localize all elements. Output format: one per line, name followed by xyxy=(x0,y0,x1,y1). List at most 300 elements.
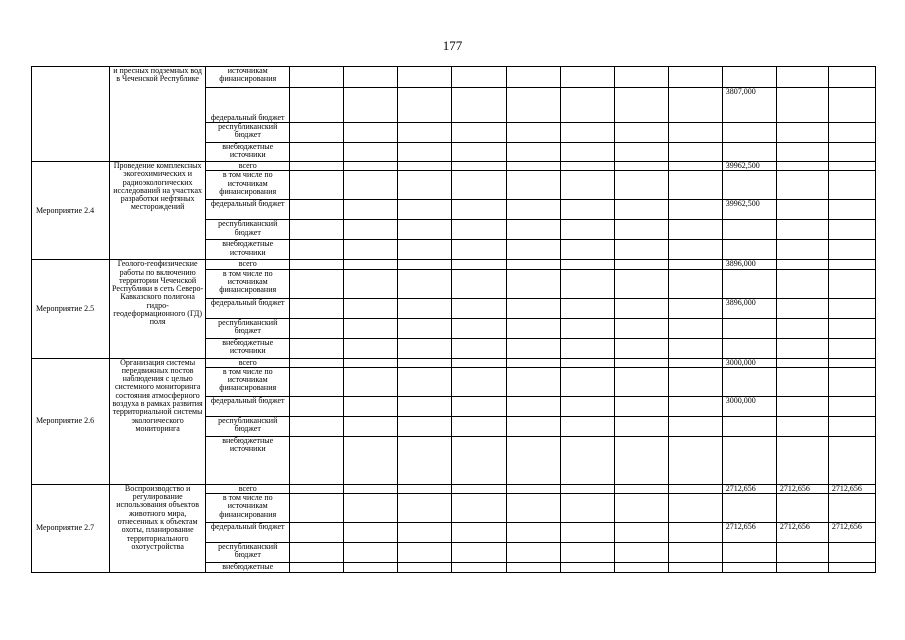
value-cell xyxy=(828,338,875,358)
value-cell: 39962,500 xyxy=(722,162,776,171)
value-cell xyxy=(344,416,398,436)
value-cell xyxy=(776,171,828,200)
value-cell xyxy=(614,484,668,493)
value-cell xyxy=(828,269,875,298)
funding-source-cell: всего xyxy=(206,162,290,171)
value-cell xyxy=(776,298,828,318)
value-cell xyxy=(452,298,506,318)
value-cell xyxy=(828,220,875,240)
value-cell xyxy=(398,240,452,260)
funding-source-cell: федеральный бюджет xyxy=(206,298,290,318)
value-cell xyxy=(452,494,506,523)
value-cell xyxy=(344,338,398,358)
value-cell: 2712,656 xyxy=(828,523,875,543)
value-cell xyxy=(722,543,776,563)
value-cell xyxy=(344,88,398,123)
value-cell xyxy=(290,200,344,220)
measure-description: Проведение комплексных экогеохимических и радиоэкологических исследований на участках разработки нефтяных месторождений xyxy=(110,162,206,260)
value-cell xyxy=(506,338,560,358)
value-cell xyxy=(722,240,776,260)
value-cell xyxy=(828,143,875,162)
value-cell xyxy=(452,171,506,200)
value-cell xyxy=(398,396,452,416)
value-cell xyxy=(398,88,452,123)
value-cell xyxy=(614,143,668,162)
value-cell: 39962,500 xyxy=(722,200,776,220)
value-cell xyxy=(398,200,452,220)
funding-source-cell: федеральный бюджет xyxy=(206,396,290,416)
value-cell xyxy=(828,436,875,484)
value-cell xyxy=(828,298,875,318)
value-cell xyxy=(668,318,722,338)
value-cell xyxy=(614,436,668,484)
value-cell xyxy=(560,318,614,338)
funding-source-cell: республиканский бюджет xyxy=(206,416,290,436)
funding-source-cell: в том числе по источникам финансирования xyxy=(206,171,290,200)
value-cell xyxy=(614,494,668,523)
value-cell xyxy=(452,416,506,436)
value-cell xyxy=(668,543,722,563)
value-cell xyxy=(452,543,506,563)
value-cell xyxy=(614,162,668,171)
value-cell xyxy=(290,396,344,416)
value-cell xyxy=(614,260,668,269)
value-cell xyxy=(344,171,398,200)
value-cell xyxy=(506,436,560,484)
value-cell xyxy=(290,494,344,523)
value-cell xyxy=(614,543,668,563)
value-cell xyxy=(614,67,668,88)
measure-label: Мероприятие 2.6 xyxy=(32,358,110,484)
value-cell xyxy=(290,143,344,162)
value-cell xyxy=(344,260,398,269)
value-cell xyxy=(614,396,668,416)
value-cell xyxy=(722,563,776,573)
value-cell xyxy=(560,338,614,358)
value-cell xyxy=(506,220,560,240)
value-cell xyxy=(776,367,828,396)
value-cell: 2712,656 xyxy=(776,523,828,543)
value-cell xyxy=(344,484,398,493)
value-cell xyxy=(668,494,722,523)
value-cell xyxy=(506,269,560,298)
value-cell xyxy=(344,367,398,396)
value-cell xyxy=(722,318,776,338)
funding-source-cell: источникам финансирования xyxy=(206,67,290,88)
value-cell xyxy=(722,143,776,162)
measure-label xyxy=(32,67,110,162)
value-cell xyxy=(776,338,828,358)
table-row xyxy=(32,358,876,367)
value-cell xyxy=(560,543,614,563)
value-cell xyxy=(722,67,776,88)
value-cell xyxy=(506,484,560,493)
value-cell xyxy=(776,162,828,171)
value-cell xyxy=(614,200,668,220)
funding-source-cell: всего xyxy=(206,484,290,493)
value-cell xyxy=(506,123,560,143)
value-cell xyxy=(722,494,776,523)
value-cell xyxy=(828,367,875,396)
value-cell xyxy=(828,416,875,436)
value-cell xyxy=(828,494,875,523)
value-cell xyxy=(344,298,398,318)
value-cell xyxy=(614,563,668,573)
value-cell xyxy=(668,416,722,436)
value-cell xyxy=(614,123,668,143)
value-cell xyxy=(668,88,722,123)
value-cell xyxy=(668,358,722,367)
value-cell xyxy=(828,260,875,269)
value-cell xyxy=(344,358,398,367)
value-cell xyxy=(668,123,722,143)
page-number: 177 xyxy=(442,38,463,53)
value-cell: 2712,656 xyxy=(776,484,828,493)
value-cell xyxy=(452,358,506,367)
value-cell xyxy=(560,67,614,88)
value-cell xyxy=(290,367,344,396)
value-cell xyxy=(344,523,398,543)
value-cell xyxy=(828,67,875,88)
value-cell xyxy=(452,88,506,123)
value-cell xyxy=(668,260,722,269)
value-cell xyxy=(668,171,722,200)
value-cell xyxy=(290,318,344,338)
funding-source-cell: всего xyxy=(206,358,290,367)
value-cell xyxy=(398,123,452,143)
value-cell: 3807,000 xyxy=(722,88,776,123)
value-cell xyxy=(506,416,560,436)
value-cell xyxy=(614,240,668,260)
value-cell xyxy=(290,523,344,543)
measure-description: Организация системы передвижных постов наблюдения с целью системного мониторинга состояния атмосферного воздуха в рамках развития территориальной системы экологического мониторинга xyxy=(110,358,206,484)
value-cell xyxy=(452,563,506,573)
value-cell xyxy=(828,171,875,200)
value-cell: 2712,656 xyxy=(722,523,776,543)
value-cell xyxy=(668,240,722,260)
value-cell xyxy=(344,543,398,563)
value-cell xyxy=(398,338,452,358)
value-cell xyxy=(398,220,452,240)
funding-source-cell: внебюджетные источники xyxy=(206,240,290,260)
value-cell xyxy=(828,318,875,338)
table-row xyxy=(32,484,876,493)
funding-source-cell: всего xyxy=(206,260,290,269)
value-cell xyxy=(668,298,722,318)
value-cell xyxy=(452,367,506,396)
value-cell xyxy=(452,338,506,358)
funding-source-cell: в том числе по источникам финансирования xyxy=(206,367,290,396)
value-cell xyxy=(722,123,776,143)
measure-description: Геолого-геофизические работы по включению территории Чеченской Республики в сеть Северо-Кавказского полигона гидро-геодеформационного (ГД) поля xyxy=(110,260,206,358)
value-cell: 3000,000 xyxy=(722,396,776,416)
value-cell xyxy=(290,240,344,260)
value-cell xyxy=(452,200,506,220)
value-cell xyxy=(560,367,614,396)
value-cell xyxy=(506,240,560,260)
table-row xyxy=(32,67,876,88)
value-cell xyxy=(722,436,776,484)
value-cell xyxy=(560,269,614,298)
value-cell xyxy=(828,240,875,260)
value-cell xyxy=(828,88,875,123)
value-cell xyxy=(452,240,506,260)
value-cell xyxy=(290,338,344,358)
value-cell xyxy=(560,200,614,220)
value-cell xyxy=(452,220,506,240)
value-cell xyxy=(506,396,560,416)
value-cell xyxy=(668,484,722,493)
value-cell xyxy=(560,494,614,523)
value-cell xyxy=(560,260,614,269)
value-cell xyxy=(828,396,875,416)
value-cell xyxy=(506,162,560,171)
value-cell xyxy=(290,162,344,171)
value-cell xyxy=(668,436,722,484)
value-cell xyxy=(776,240,828,260)
value-cell xyxy=(290,484,344,493)
value-cell: 3000,000 xyxy=(722,358,776,367)
value-cell xyxy=(452,123,506,143)
value-cell xyxy=(398,416,452,436)
funding-source-cell: внебюджетные xyxy=(206,563,290,573)
value-cell xyxy=(506,494,560,523)
value-cell xyxy=(776,358,828,367)
value-cell xyxy=(722,338,776,358)
value-cell xyxy=(452,67,506,88)
value-cell xyxy=(452,396,506,416)
value-cell xyxy=(828,563,875,573)
value-cell xyxy=(614,416,668,436)
value-cell xyxy=(290,123,344,143)
value-cell xyxy=(668,523,722,543)
value-cell xyxy=(828,543,875,563)
measure-label: Мероприятие 2.5 xyxy=(32,260,110,358)
value-cell xyxy=(668,162,722,171)
value-cell xyxy=(344,67,398,88)
value-cell xyxy=(398,269,452,298)
value-cell xyxy=(290,171,344,200)
value-cell xyxy=(398,563,452,573)
value-cell xyxy=(614,220,668,240)
value-cell xyxy=(506,358,560,367)
funding-source-cell: республиканский бюджет xyxy=(206,318,290,338)
value-cell xyxy=(668,338,722,358)
value-cell xyxy=(668,220,722,240)
value-cell xyxy=(452,143,506,162)
value-cell xyxy=(398,543,452,563)
value-cell xyxy=(506,88,560,123)
value-cell xyxy=(506,298,560,318)
value-cell xyxy=(398,523,452,543)
value-cell xyxy=(560,171,614,200)
value-cell xyxy=(668,143,722,162)
value-cell xyxy=(344,143,398,162)
value-cell xyxy=(560,220,614,240)
funding-table xyxy=(31,66,876,573)
value-cell xyxy=(776,220,828,240)
value-cell xyxy=(452,523,506,543)
value-cell xyxy=(506,143,560,162)
value-cell xyxy=(722,171,776,200)
value-cell: 3896,000 xyxy=(722,260,776,269)
value-cell xyxy=(668,67,722,88)
value-cell xyxy=(344,436,398,484)
value-cell xyxy=(398,494,452,523)
measure-description: Воспроизводство и регулирование использования объектов животного мира, отнесенных к объектам охоты, планирование территориального охотустройства xyxy=(110,484,206,572)
value-cell xyxy=(776,123,828,143)
value-cell xyxy=(398,260,452,269)
value-cell xyxy=(398,367,452,396)
value-cell xyxy=(452,260,506,269)
value-cell xyxy=(614,338,668,358)
value-cell xyxy=(398,318,452,338)
table-row xyxy=(32,260,876,269)
value-cell xyxy=(398,358,452,367)
value-cell xyxy=(668,269,722,298)
measure-label: Мероприятие 2.7 xyxy=(32,484,110,572)
value-cell xyxy=(828,358,875,367)
value-cell xyxy=(560,563,614,573)
value-cell xyxy=(290,67,344,88)
funding-source-cell: в том числе по источникам финансирования xyxy=(206,269,290,298)
value-cell xyxy=(344,396,398,416)
value-cell xyxy=(506,260,560,269)
funding-source-cell: республиканский бюджет xyxy=(206,543,290,563)
value-cell xyxy=(722,220,776,240)
value-cell xyxy=(560,436,614,484)
value-cell xyxy=(776,416,828,436)
value-cell xyxy=(560,523,614,543)
value-cell xyxy=(344,200,398,220)
value-cell xyxy=(614,171,668,200)
funding-source-cell: республиканский бюджет xyxy=(206,220,290,240)
value-cell xyxy=(344,318,398,338)
value-cell xyxy=(398,162,452,171)
value-cell xyxy=(722,367,776,396)
value-cell xyxy=(344,269,398,298)
value-cell xyxy=(560,396,614,416)
funding-source-cell: федеральный бюджет xyxy=(206,200,290,220)
value-cell xyxy=(614,269,668,298)
value-cell xyxy=(614,523,668,543)
value-cell xyxy=(776,543,828,563)
value-cell xyxy=(506,67,560,88)
value-cell xyxy=(722,269,776,298)
value-cell xyxy=(614,367,668,396)
value-cell xyxy=(560,162,614,171)
value-cell xyxy=(506,563,560,573)
value-cell xyxy=(290,88,344,123)
value-cell xyxy=(398,436,452,484)
value-cell xyxy=(560,358,614,367)
value-cell xyxy=(290,220,344,240)
value-cell xyxy=(506,367,560,396)
measure-label: Мероприятие 2.4 xyxy=(32,162,110,260)
value-cell xyxy=(452,269,506,298)
table-row xyxy=(32,162,876,171)
value-cell xyxy=(452,436,506,484)
value-cell xyxy=(344,563,398,573)
value-cell xyxy=(398,171,452,200)
value-cell xyxy=(614,358,668,367)
measure-description: и пресных подземных вод в Чеченской Республике xyxy=(110,67,206,162)
value-cell xyxy=(560,240,614,260)
value-cell xyxy=(398,298,452,318)
value-cell xyxy=(452,484,506,493)
value-cell: 2712,656 xyxy=(828,484,875,493)
value-cell xyxy=(290,358,344,367)
value-cell: 2712,656 xyxy=(722,484,776,493)
value-cell xyxy=(560,416,614,436)
value-cell xyxy=(290,260,344,269)
value-cell xyxy=(776,269,828,298)
value-cell xyxy=(668,396,722,416)
value-cell xyxy=(560,88,614,123)
value-cell xyxy=(290,436,344,484)
value-cell xyxy=(614,88,668,123)
funding-source-cell: внебюджетные источники xyxy=(206,143,290,162)
value-cell xyxy=(506,543,560,563)
value-cell xyxy=(398,484,452,493)
funding-source-cell: в том числе по источникам финансирования xyxy=(206,494,290,523)
value-cell xyxy=(776,200,828,220)
value-cell xyxy=(776,436,828,484)
value-cell xyxy=(344,494,398,523)
value-cell xyxy=(452,162,506,171)
value-cell xyxy=(668,367,722,396)
value-cell xyxy=(776,88,828,123)
value-cell xyxy=(776,260,828,269)
value-cell xyxy=(344,162,398,171)
value-cell xyxy=(290,269,344,298)
value-cell xyxy=(398,143,452,162)
value-cell xyxy=(398,67,452,88)
value-cell xyxy=(828,162,875,171)
value-cell xyxy=(560,123,614,143)
funding-source-cell: внебюджетные источники xyxy=(206,338,290,358)
value-cell xyxy=(776,563,828,573)
funding-source-cell: республиканский бюджет xyxy=(206,123,290,143)
value-cell xyxy=(290,563,344,573)
value-cell xyxy=(776,143,828,162)
value-cell xyxy=(776,318,828,338)
value-cell xyxy=(560,484,614,493)
value-cell xyxy=(452,318,506,338)
value-cell xyxy=(290,416,344,436)
funding-source-cell: внебюджетные источники xyxy=(206,436,290,484)
value-cell xyxy=(344,123,398,143)
value-cell xyxy=(290,298,344,318)
value-cell xyxy=(560,298,614,318)
funding-source-cell: федеральный бюджет xyxy=(206,523,290,543)
value-cell xyxy=(668,200,722,220)
value-cell xyxy=(614,298,668,318)
value-cell xyxy=(506,200,560,220)
value-cell xyxy=(506,523,560,543)
value-cell xyxy=(614,318,668,338)
value-cell xyxy=(722,416,776,436)
value-cell xyxy=(344,240,398,260)
value-cell: 3896,000 xyxy=(722,298,776,318)
value-cell xyxy=(506,171,560,200)
value-cell xyxy=(828,200,875,220)
value-cell xyxy=(668,563,722,573)
value-cell xyxy=(776,494,828,523)
value-cell xyxy=(344,220,398,240)
value-cell xyxy=(506,318,560,338)
funding-source-cell: федеральный бюджет xyxy=(206,88,290,123)
